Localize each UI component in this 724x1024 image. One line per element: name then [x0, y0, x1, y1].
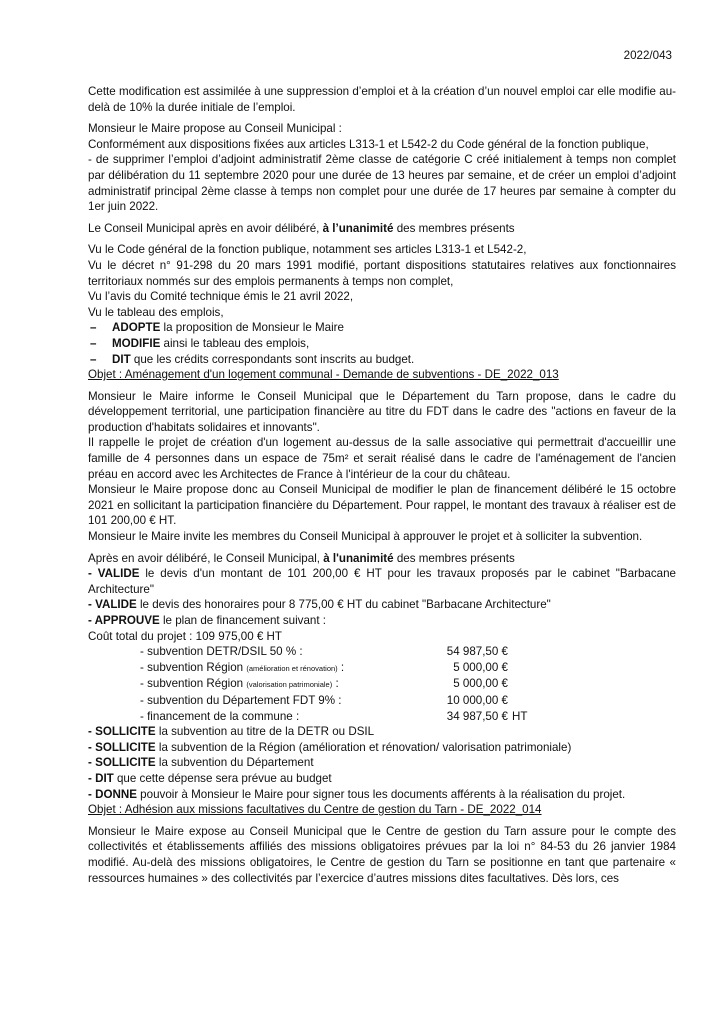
- vu-line: Vu le tableau des emplois,: [88, 305, 224, 319]
- section2-paragraph: Monsieur le Maire informe le Conseil Municipal que le Département du Tarn propose, dans le cadre du développement territorial, une participation financière au titre du FDT dans le cadre des "actions en faveur de la production d'habitats solidaires et innovants".: [88, 389, 676, 434]
- vu-line: Vu le Code général de la fonction publique, notamment ses articles L313-1 et L542-2,: [88, 243, 527, 257]
- section3-paragraph: Monsieur le Maire expose au Conseil Municipal que le Centre de gestion du Tarn assure pour le compte des collectivités et établissements affiliés des missions obligatoires prévues par la loi n° 84-53 du 26 janvier 1984 modifié. Au-delà des missions obligatoires, le Centre de gestion du Tarn se positionne en tant que partenaire « ressources humaines » des collectivités par l’exercice d’autres missions dites facultatives. Dès lors, ces: [88, 824, 676, 885]
- objet-heading-3: Objet : Adhésion aux missions facultatives du Centre de gestion du Tarn - DE_2022_014: [88, 803, 542, 817]
- vu-line: Vu le décret n° 91-298 du 20 mars 1991 modifié, portant dispositions statutaires relatives aux fonctionnaires territoriaux nommés sur des emplois permanents à temps non complet,: [88, 258, 676, 288]
- document-body: [88, 84, 676, 886]
- decision-line: - SOLLICITE la subvention du Département: [88, 756, 314, 770]
- decision-line: - DONNE pouvoir à Monsieur le Maire pour signer tous les documents afférents à la réalisation du projet.: [88, 787, 626, 801]
- decision-item: – DIT que les crédits correspondants sont inscrits au budget.: [90, 352, 415, 366]
- financing-row: - subvention Région (amélioration et rénovation) : 5 000,00 €: [140, 660, 508, 674]
- conformement-paragraph: Conformément aux dispositions fixées aux articles L313-1 et L542-2 du Code général de la fonction publique,: [88, 137, 649, 151]
- cout-total: Coût total du projet : 109 975,00 € HT: [88, 629, 282, 643]
- objet-heading-2: Objet : Aménagement d'un logement communal - Demande de subventions - DE_2022_013: [88, 368, 559, 382]
- valide-1: - VALIDE le devis d'un montant de 101 200,00 € HT pour les travaux proposés par le cabinet "Barbacane Architecture": [88, 567, 676, 596]
- financing-row: - subvention DETR/DSIL 50 % : 54 987,50 €: [140, 645, 508, 659]
- decision-line: - SOLLICITE la subvention au titre de la DETR ou DSIL: [88, 725, 375, 739]
- decision-item: – ADOPTE la proposition de Monsieur le Maire: [90, 321, 344, 335]
- maire-propose: Monsieur le Maire propose au Conseil Municipal :: [88, 122, 342, 136]
- section2-paragraph: Il rappelle le projet de création d'un logement au-dessus de la salle associative qui permettrait d'accueillir une famille de 4 personnes dans un espace de 75m² et serait réalisé dans le cadre de l'aménagement de l'ancien préau en accord avec les Architectes de France à l'intérieur de la cour du château.: [88, 436, 676, 481]
- approuve: - APPROUVE le plan de financement suivant :: [88, 614, 327, 627]
- valide-2: - VALIDE le devis des honoraires pour 8 775,00 € HT du cabinet "Barbacane Architecture": [88, 598, 551, 612]
- decision-item: – MODIFIE ainsi le tableau des emplois,: [90, 336, 310, 350]
- page-number: 2022/043: [623, 49, 672, 62]
- decision-line: - DIT que cette dépense sera prévue au budget: [88, 771, 332, 785]
- decision-line: - SOLLICITE la subvention de la Région (amélioration et rénovation/ valorisation patrimoniale): [88, 740, 572, 754]
- section2-paragraph: Monsieur le Maire invite les membres du Conseil Municipal à approuver le projet et à solliciter la subvention.: [88, 530, 643, 544]
- deliberation-1: Le Conseil Municipal après en avoir délibéré, à l’unanimité des membres présents: [88, 221, 515, 235]
- financing-row: - subvention du Département FDT 9% : 10 000,00 €: [140, 693, 508, 707]
- suppression-paragraph: - de supprimer l’emploi d’adjoint administratif 2ème classe de catégorie C créé initialement à temps non complet par délibération du 11 septembre 2020 pour une durée de 13 heures par semaine, et de créer un emploi d’adjoint administratif principal 2ème classe à temps non complet pour une durée de 17 heures par semaine à compter du 1er juin 2022.: [88, 153, 676, 214]
- section2-paragraph: Monsieur le Maire propose donc au Conseil Municipal de modifier le plan de financement délibéré le 15 octobre 2021 en sollicitant la participation financière du Département. Pour rappel, le montant des travaux à réaliser est de 101 200,00 € HT.: [88, 483, 676, 528]
- vu-line: Vu l’avis du Comité technique émis le 21 avril 2022,: [88, 290, 354, 304]
- deliberation-2: Après en avoir délibéré, le Conseil Municipal, à l'unanimité des membres présents: [88, 551, 515, 565]
- financing-row: - subvention Région (valorisation patrimoniale) : 5 000,00 €: [140, 677, 508, 691]
- financing-row: - financement de la commune : 34 987,50 € HT: [140, 709, 528, 723]
- intro-paragraph: Cette modification est assimilée à une suppression d’emploi et à la création d’un nouvel emploi car elle modifie au-delà de 10% la durée initiale de l’emploi.: [88, 85, 676, 114]
